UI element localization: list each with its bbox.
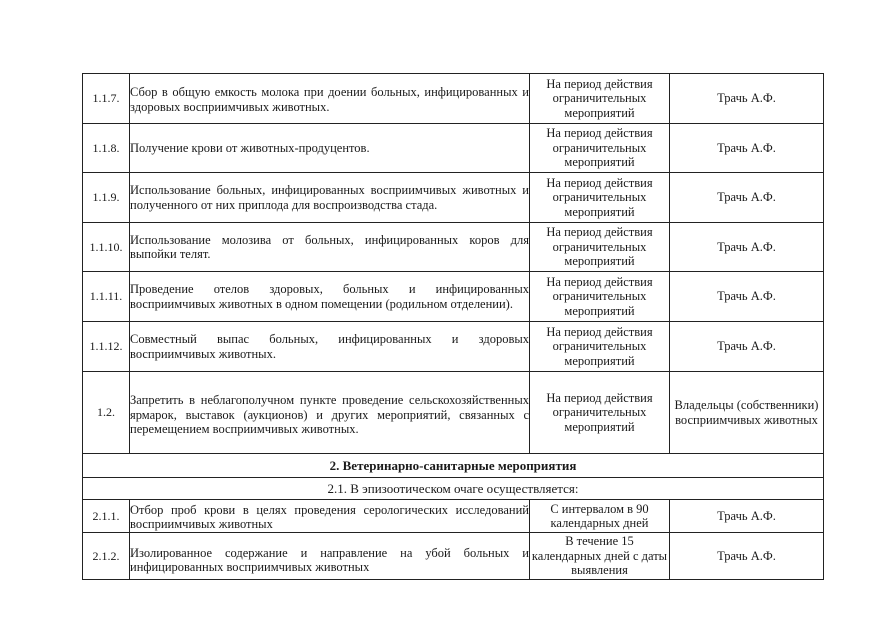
- measure-description: Использование больных, инфицированных восприимчивых животных и полученного от них приплода для воспроизводства стада.: [130, 173, 530, 223]
- measure-term: На период действия ограничительных мероприятий: [530, 372, 670, 454]
- measure-term: На период действия ограничительных мероприятий: [530, 173, 670, 223]
- row-number: 1.1.12.: [83, 322, 130, 372]
- row-number: 1.1.8.: [83, 124, 130, 173]
- measure-description: Отбор проб крови в целях проведения серологических исследований восприимчивых животных: [130, 500, 530, 533]
- measure-term: На период действия ограничительных мероприятий: [530, 74, 670, 124]
- table-row: [83, 500, 824, 533]
- row-number: 1.1.11.: [83, 272, 130, 322]
- measure-description: Запретить в неблагополучном пункте проведение сельскохозяйственных ярмарок, выставок (аукционов) и других мероприятий, связанных с перемещением восприимчивых животных.: [130, 372, 530, 454]
- table-row: [83, 124, 824, 173]
- responsible-person: Трачь А.Ф.: [670, 500, 824, 533]
- measure-term: На период действия ограничительных мероприятий: [530, 124, 670, 173]
- measure-description: Проведение отелов здоровых, больных и инфицированных восприимчивых животных в одном помещении (родильном отделении).: [130, 272, 530, 322]
- measure-description: Использование молозива от больных, инфицированных коров для выпойки телят.: [130, 223, 530, 272]
- responsible-person: Трачь А.Ф.: [670, 272, 824, 322]
- responsible-person: Владельцы (собственники) восприимчивых животных: [670, 372, 824, 454]
- responsible-person: Трачь А.Ф.: [670, 173, 824, 223]
- row-number: 1.1.7.: [83, 74, 130, 124]
- row-number: 1.1.9.: [83, 173, 130, 223]
- responsible-person: Трачь А.Ф.: [670, 124, 824, 173]
- measure-term: На период действия ограничительных мероприятий: [530, 322, 670, 372]
- table-row: [83, 173, 824, 223]
- table-row: [83, 223, 824, 272]
- measure-description: Совместный выпас больных, инфицированных и здоровых восприимчивых животных.: [130, 322, 530, 372]
- table-row: [83, 533, 824, 580]
- measure-description: Изолированное содержание и направление на убой больных и инфицированных восприимчивых животных: [130, 533, 530, 580]
- subsection-row: [83, 478, 824, 500]
- measures-table: [82, 73, 824, 580]
- measure-term: На период действия ограничительных мероприятий: [530, 272, 670, 322]
- row-number: 2.1.2.: [83, 533, 130, 580]
- measure-description: Сбор в общую емкость молока при доении больных, инфицированных и здоровых восприимчивых животных.: [130, 74, 530, 124]
- measure-term: На период действия ограничительных мероприятий: [530, 223, 670, 272]
- responsible-person: Трачь А.Ф.: [670, 74, 824, 124]
- row-number: 2.1.1.: [83, 500, 130, 533]
- measure-term: С интервалом в 90 календарных дней: [530, 500, 670, 533]
- row-number: 1.2.: [83, 372, 130, 454]
- table-row: [83, 272, 824, 322]
- responsible-person: Трачь А.Ф.: [670, 533, 824, 580]
- row-number: 1.1.10.: [83, 223, 130, 272]
- table-row: [83, 372, 824, 454]
- subsection-title: 2.1. В эпизоотическом очаге осуществляется:: [83, 478, 824, 500]
- measure-description: Получение крови от животных-продуцентов.: [130, 124, 530, 173]
- measure-term: В течение 15 календарных дней с даты выявления: [530, 533, 670, 580]
- section-title: 2. Ветеринарно-санитарные мероприятия: [83, 454, 824, 478]
- table-row: [83, 322, 824, 372]
- table-row: [83, 74, 824, 124]
- section-row: [83, 454, 824, 478]
- responsible-person: Трачь А.Ф.: [670, 223, 824, 272]
- responsible-person: Трачь А.Ф.: [670, 322, 824, 372]
